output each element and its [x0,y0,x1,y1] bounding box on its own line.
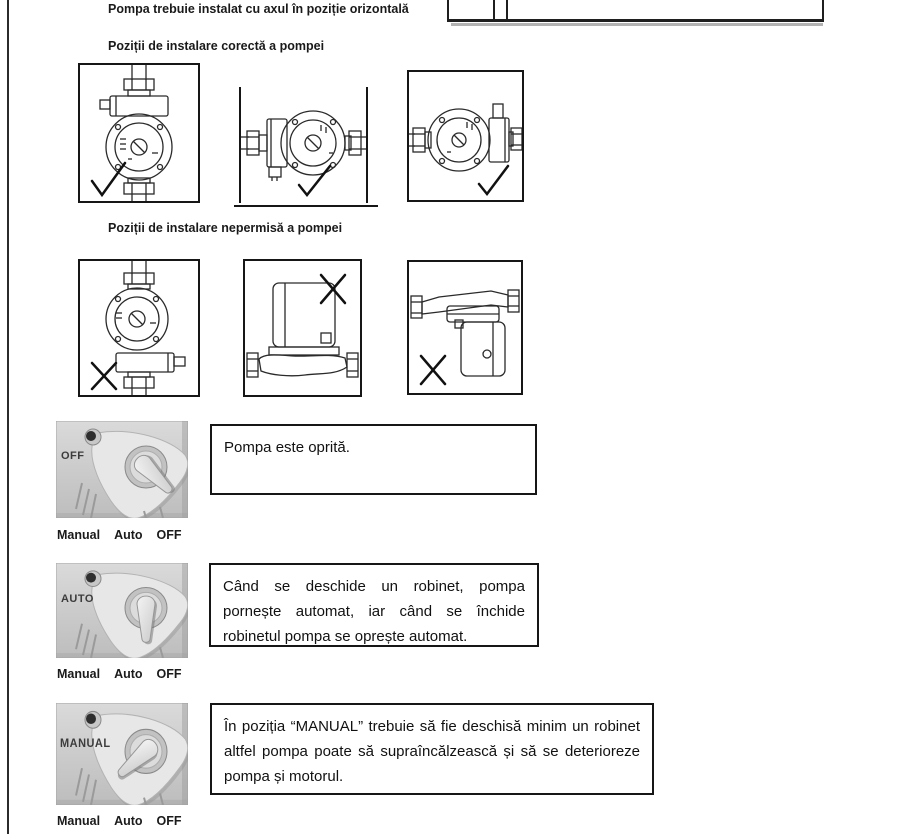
table-remnant [447,0,824,22]
heading-forbidden-positions: Poziții de instalare nepermisă a pompei [108,221,343,235]
pump-drawing [80,261,198,395]
knob-manual-illustration [56,703,188,805]
table-divider [493,0,495,19]
mode-label-manual: Manual [57,528,101,542]
table-shadow [451,23,823,26]
x-icon [92,363,116,389]
table-divider [506,0,508,19]
knob-position-label: OFF [61,450,85,462]
page-left-border [7,0,9,834]
knob-off-illustration [56,421,188,518]
diagram-correct-horizontal-pump-right-box [407,70,524,202]
pump-drawing [409,262,521,393]
mode-labels-row [57,667,182,681]
diagram-correct-horizontal-pump-left-box [239,87,368,203]
mode-label-auto: Auto [114,667,143,681]
switch-panel-manual [56,703,188,805]
description-off: Pompa este oprită. [210,424,537,495]
x-icon [321,275,345,303]
mode-labels-row [57,814,182,828]
mode-label-off: OFF [156,528,182,542]
mode-label-auto: Auto [114,814,143,828]
diagram-forbidden-motor-down-pump [407,260,523,395]
check-icon [479,166,508,194]
heading-correct-positions: Poziții de instalare corectă a pompei [108,39,325,53]
mode-label-auto: Auto [114,528,143,542]
description-auto: Când se deschide un robinet, pompa pornește automat, iar când se închide robinetul pompa se oprește automat. [209,563,539,647]
mode-label-off: OFF [156,667,182,681]
check-icon [92,163,125,195]
diagram-forbidden-vertical-pump [78,259,200,397]
diagram-underline [234,205,378,207]
switch-panel-auto [56,563,188,658]
switch-panel-off [56,421,188,518]
diagram-correct-vertical-pump [78,63,200,203]
mode-label-manual: Manual [57,667,101,681]
mode-label-manual: Manual [57,814,101,828]
x-icon [421,356,445,384]
mode-labels-row [57,528,182,542]
knob-auto-illustration [56,563,188,658]
pump-drawing [80,65,198,201]
pump-drawing [245,261,360,395]
diagram-forbidden-motor-up-pump [243,259,362,397]
mode-label-off: OFF [156,814,182,828]
pump-drawing [409,72,522,200]
knob-position-label: AUTO [61,593,94,606]
check-icon [299,166,330,195]
knob-position-label: MANUAL [60,737,111,751]
description-manual: În poziția “MANUAL” trebuie să fie deschisă minim un robinet altfel pompa poate să supraîncălzească și să se deterioreze pompa și motorul. [210,703,654,795]
page-title: Pompa trebuie instalat cu axul în poziție orizontală [108,2,409,16]
pump-drawing [241,87,366,203]
